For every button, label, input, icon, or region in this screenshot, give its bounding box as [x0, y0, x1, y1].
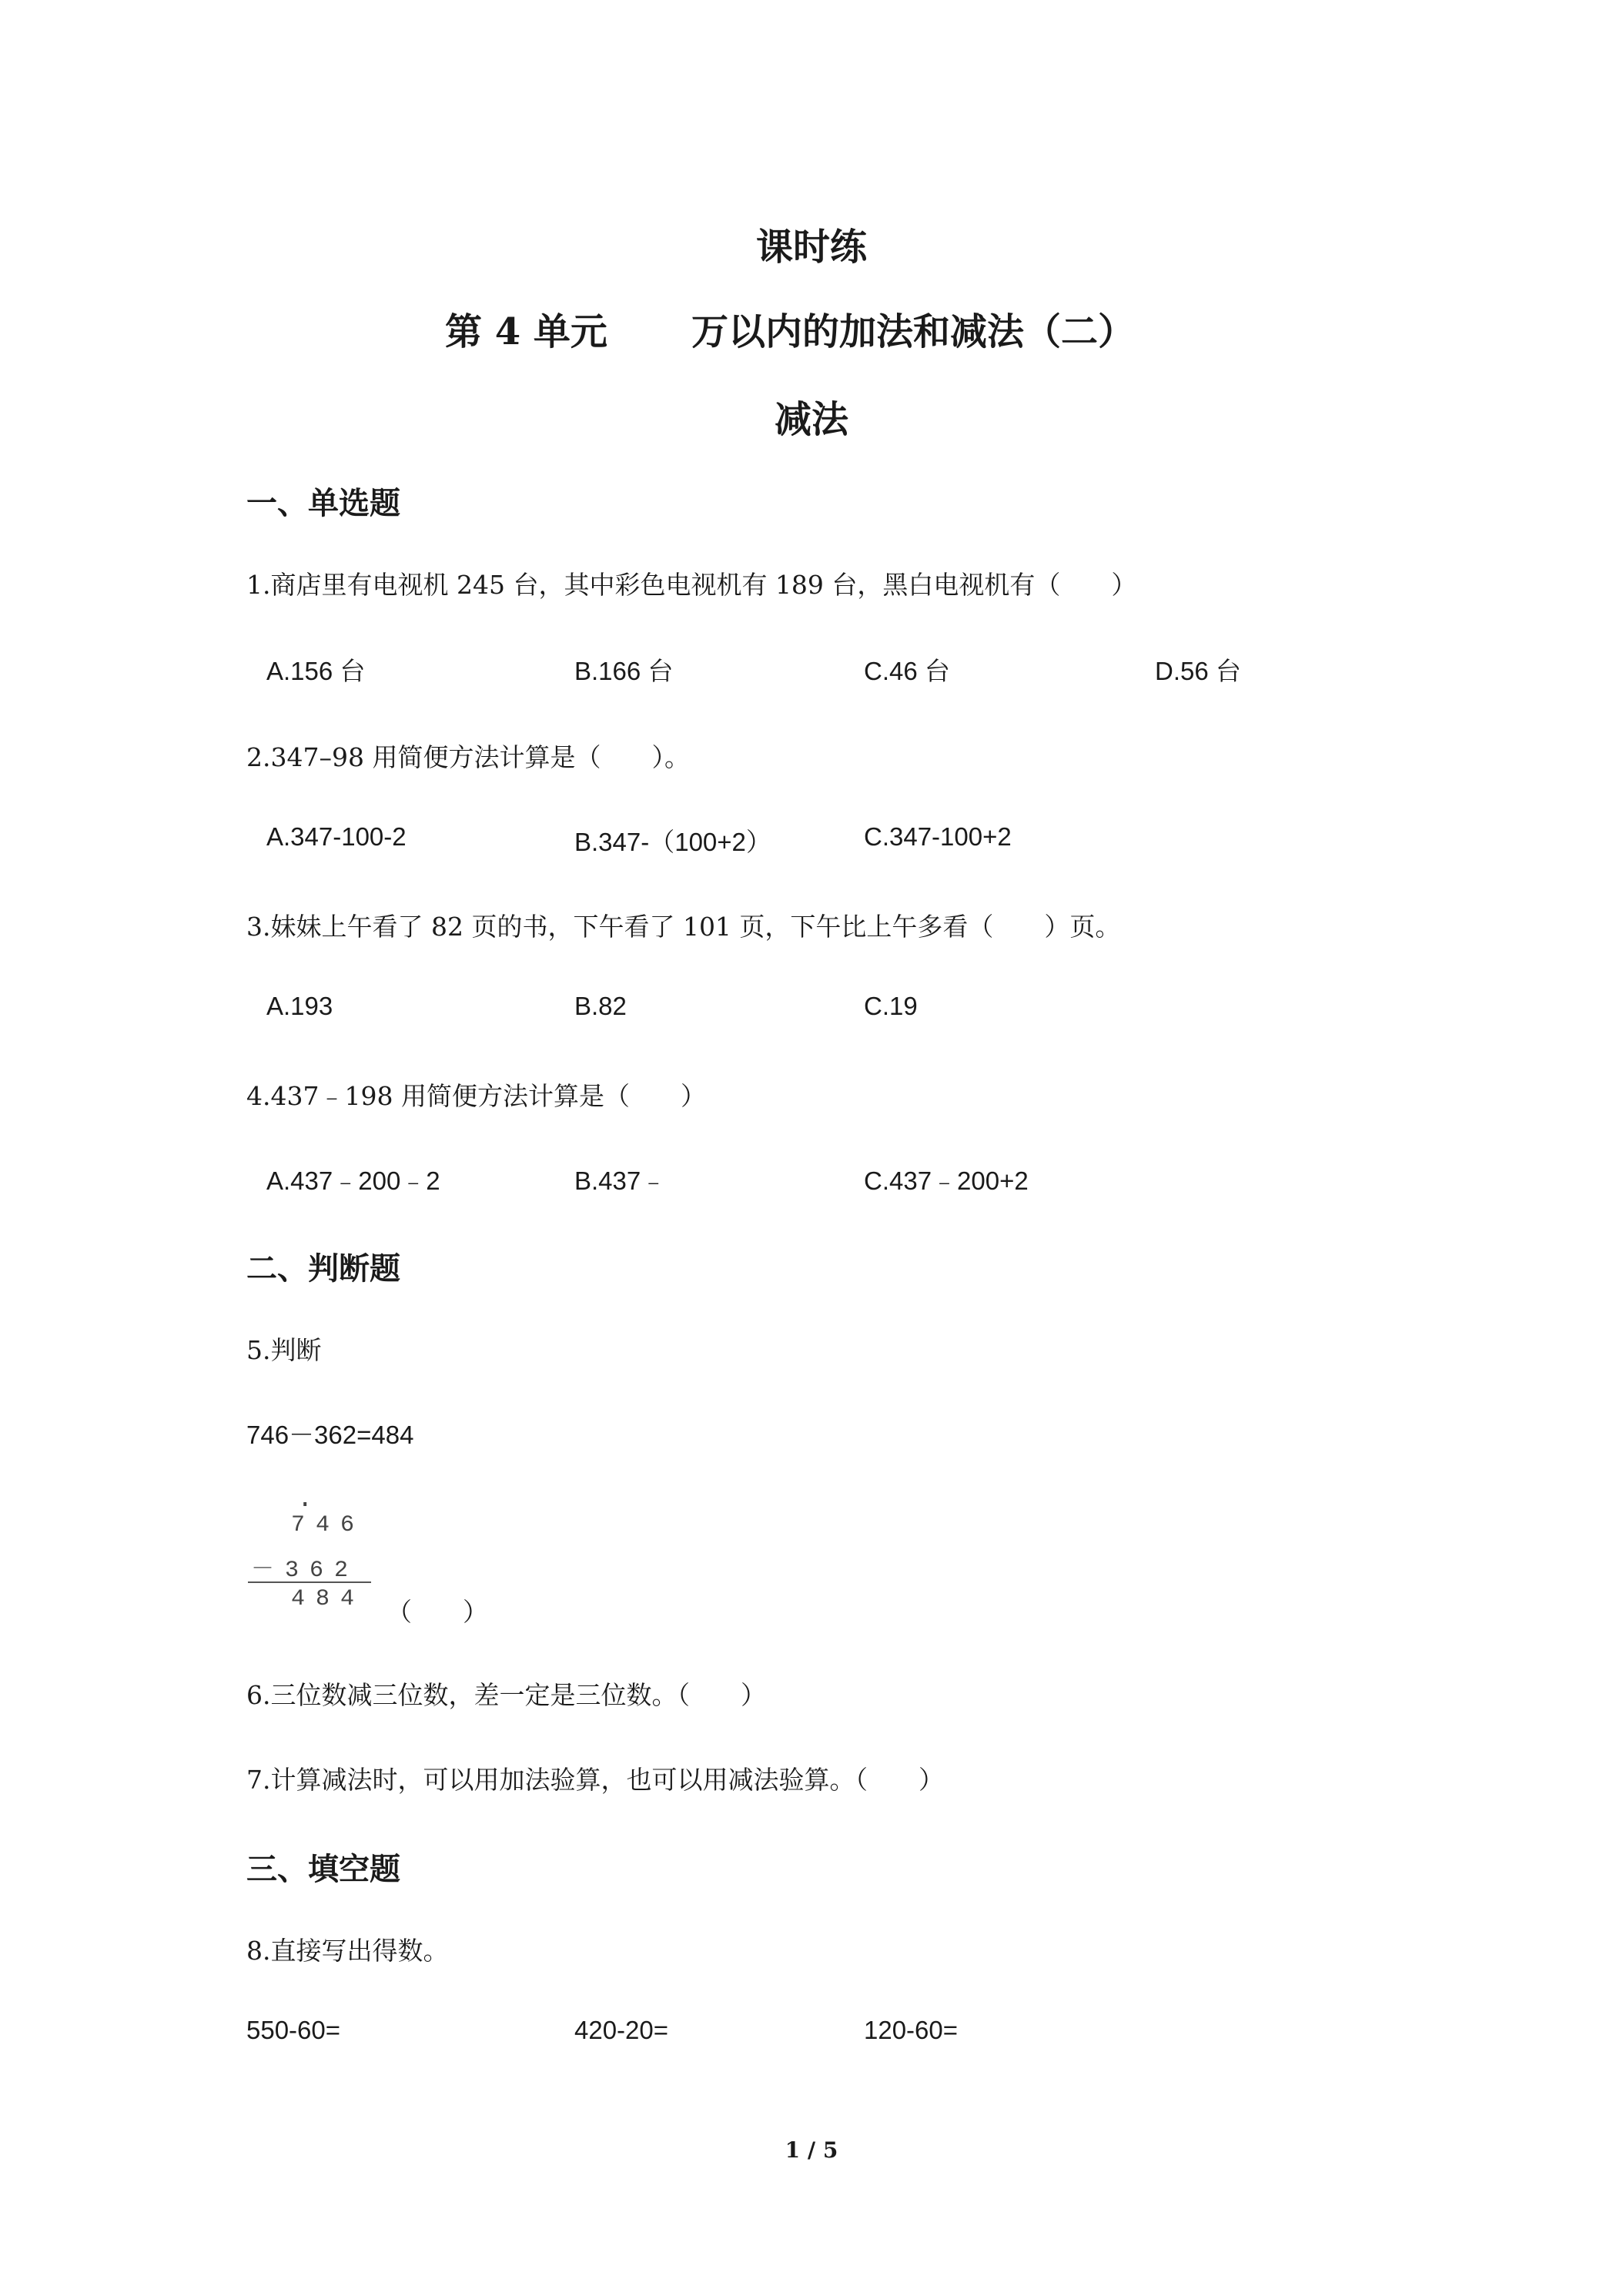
q4-option-b[interactable]: B.437﹣ [574, 1166, 667, 1195]
question-1: 1.商店里有电视机 245 台，其中彩色电视机有 189 台，黑白电视机有（ ） [246, 570, 1137, 600]
vertical-subtraction-figure [245, 1491, 376, 1612]
carry-dot: · [297, 1491, 324, 1520]
page-title: 课时练 [755, 226, 867, 269]
q3-option-a[interactable]: A.193 [266, 992, 333, 1020]
vertical-result: 484 [291, 1586, 366, 1612]
unit-name: 万以内的加法和减法（二） [691, 310, 1136, 353]
page-number: 1 / 5 [785, 2137, 838, 2163]
vertical-subtrahend: －362 [251, 1558, 360, 1584]
question-7: 7.计算减法时，可以用加法验算，也可以用减法验算。（ ） [246, 1765, 944, 1795]
q1-option-b[interactable]: B.166 台 [574, 657, 674, 685]
question-8: 8.直接写出得数。 [246, 1936, 449, 1966]
section-heading-single-choice: 一、单选题 [246, 485, 400, 521]
q1-option-c[interactable]: C.46 台 [864, 657, 950, 685]
q4-option-c[interactable]: C.437﹣200+2 [864, 1166, 1029, 1195]
q8-item-1[interactable]: 550-60= [246, 2016, 341, 2044]
question-6: 6.三位数减三位数，差一定是三位数。（ ） [246, 1680, 766, 1710]
vertical-minuend: 746 [291, 1512, 366, 1538]
question-3: 3.妹妹上午看了 82 页的书，下午看了 101 页，下午比上午多看（ ）页。 [246, 912, 1121, 942]
q2-option-a[interactable]: A.347-100-2 [266, 822, 407, 851]
q2-option-c[interactable]: C.347-100+2 [864, 822, 1012, 851]
section-heading-fill-in: 三、填空题 [246, 1851, 400, 1887]
lesson-title: 减法 [774, 398, 848, 441]
question-5: 5.判断 [246, 1335, 322, 1365]
q1-option-a[interactable]: A.156 台 [266, 657, 366, 685]
question-4: 4.437﹣198 用简便方法计算是（ ） [246, 1081, 706, 1111]
q2-option-b[interactable]: B.347-（100+2） [574, 828, 771, 856]
section-heading-true-false: 二、判断题 [246, 1250, 400, 1287]
vertical-rule [248, 1581, 371, 1583]
q4-option-a[interactable]: A.437﹣200﹣2 [266, 1166, 440, 1195]
q3-option-c[interactable]: C.19 [864, 992, 918, 1020]
q8-item-3[interactable]: 120-60= [864, 2016, 959, 2044]
q8-item-2[interactable]: 420-20= [574, 2016, 669, 2044]
unit-label: 第 4 单元 [445, 310, 607, 353]
q3-option-b[interactable]: B.82 [574, 992, 627, 1020]
q1-option-d[interactable]: D.56 台 [1155, 657, 1241, 685]
q5-equation: 746－362=484 [246, 1421, 414, 1449]
question-2: 2.347–98 用简便方法计算是（ ）。 [246, 742, 690, 772]
q5-answer-blank[interactable]: （ ） [387, 1597, 488, 1627]
